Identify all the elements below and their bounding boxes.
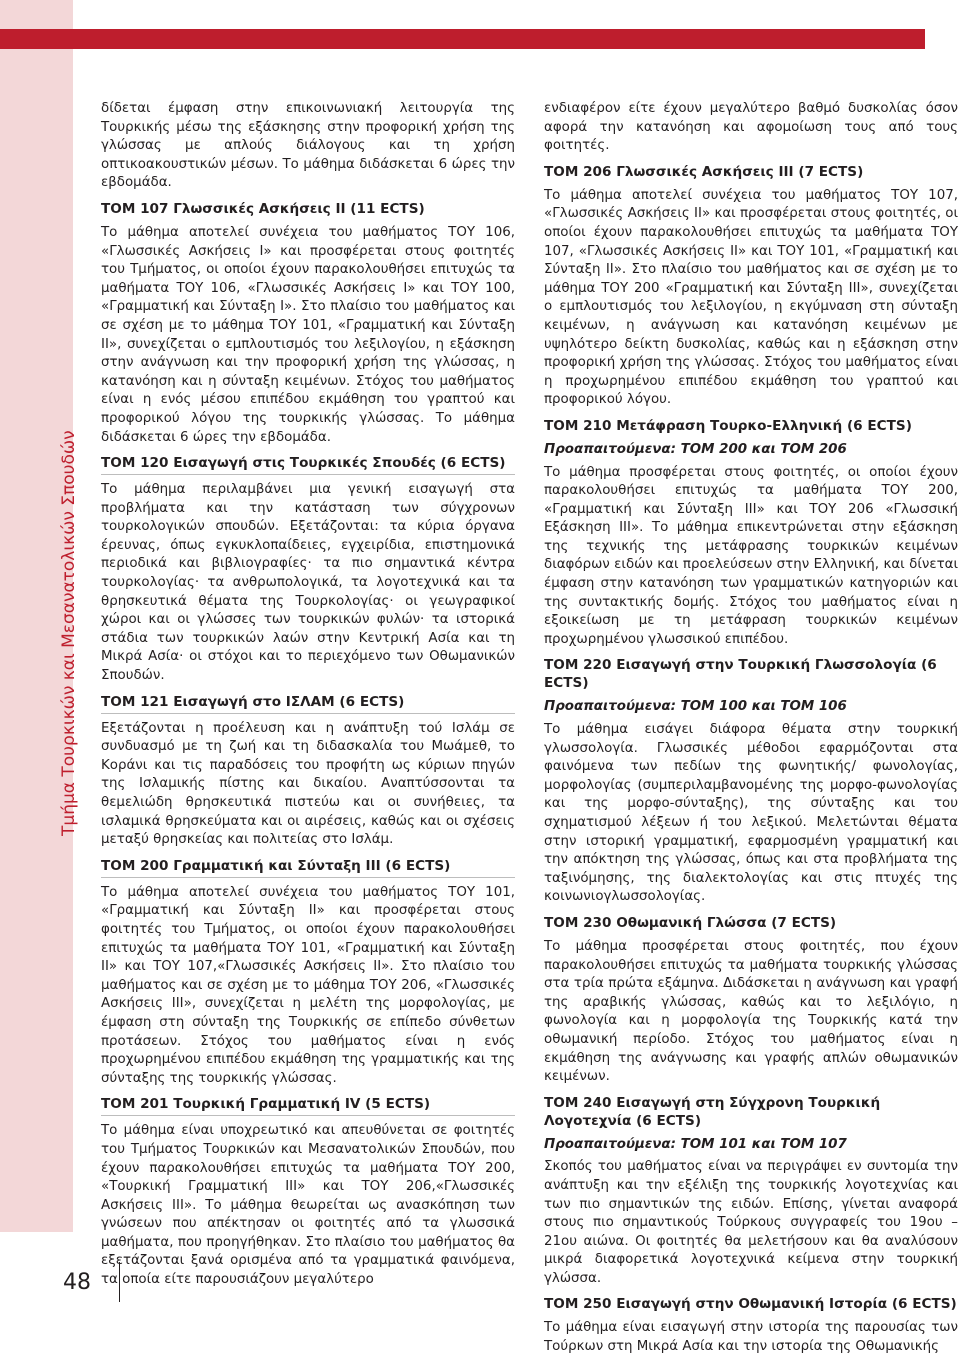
course-title-tom250: ΤΟΜ 250 Εισαγωγή στην Οθωμανική Ιστορία (6 ECTS) bbox=[544, 1296, 957, 1313]
department-side-title: Τμήμα Τουρκικών και Μεσανατολικών Σπουδών bbox=[59, 430, 79, 836]
right-column bbox=[544, 100, 958, 1364]
course-description-tom120: Το μάθημα περιλαμβάνει μια γενική εισαγωγή στα προβλήματα και την κατάσταση των σύγχρονων τουρκολογικών σπουδών. Εξετάζονται: τα κύρια όργανα έρευνας, όπως εγκυκλοπαίδειες, εγχειρίδια, επιστημονικά περιοδικά και βιβλιογραφίες· τα πιο σημαντικά κέντρα τουρκολογίας· τα ανθρωπολογικά, τα λογοτεχνικά και τα θρησκευτικά θέματα της Τουρκολογίας· οι γεωγραφικοί χώροι και οι γλώσσες των τουρκικών φυλών· τα ιστορικά στάδια των τουρκικών λαών στην Κεντρική Ασία και τη Μικρά Ασία· οι στόχοι και το περιεχόμενο των Οθωμανικών Σπουδών. bbox=[101, 482, 515, 684]
course-description-tom107: Το μάθημα αποτελεί συνέχεια του μαθήματος ΤΟΥ 106, «Γλωσσικές Ασκήσεις Ι» και προσφέρεται στους φοιτητές του Τμήματος, οι οποίοι έχουν παρακολουθήσει επιτυχώς τα μαθήματα ΤΟΥ 106, «Γλωσσικές Ασκήσεις Ι» και ΤΟΥ 100, «Γραμματική και Σύνταξη Ι». Στο πλαίσιο του μαθήματος και σε σχέση με το μάθημα ΤΟΥ 101, «Γραμματική και Σύνταξη ΙΙ», συνεχίζεται ο εμπλουτισμός του λεξιλογίου, η εξάσκηση στην ανάγνωση και την προφορική χρήση της γλώσσας, η κατανόηση και η σύνταξη κειμένων. Στόχος του μαθήματος είναι η ενός μέσου επιπέδου εκμάθηση του γραπτού και προφορικού λόγου της τουρκικής γλώσσας. Το μάθημα διδάσκεται 6 ώρες την εβδομάδα. bbox=[101, 224, 515, 445]
course-title-tom206: ΤΟΜ 206 Γλωσσικές Ασκήσεις ΙΙΙ (7 ECTS) bbox=[544, 163, 864, 180]
prerequisites-tom220: Προαπαιτούμενα: ΤΟΜ 100 και ΤΟΜ 106 bbox=[544, 699, 847, 715]
left-column bbox=[101, 100, 515, 1297]
course-description-tom206: Το μάθημα αποτελεί συνέχεια του μαθήματος ΤΟΥ 107, «Γλωσσικές Ασκήσεις ΙΙ» και προσφέρεται στους φοιτητές, οι οποίοι έχουν παρακολουθήσει επιτυχώς τα μαθήματα ΤΟΥ 107, «Γλωσσικές Ασκήσεις ΙΙ» και ΤΟΥ 101, «Γραμματική και Σύνταξη ΙΙ». Στο πλαίσιο του μαθήματος και σε σχέση με το μάθημα ΤΟΥ 200 «Γραμματική και Σύνταξη ΙΙΙ», συνεχίζεται ο εμπλουτισμός του λεξιλογίου, η εκγύμναση στη σύνταξη κειμένων, η ανάγνωση και κατανόηση κειμένων με υψηλότερο δείκτη δυσκολίας, καθώς και η εξάσκηση στην προφορική χρήση της γλώσσας. Στόχος του μαθήματος είναι η προχωρημένου επιπέδου εκμάθηση του γραπτού και προφορικού λόγου. bbox=[544, 187, 958, 408]
course-description-tom240: Σκοπός του μαθήματος είναι να περιγράψει εν συντομία την ανάπτυξη και την εξέλιξη της τουρκικής λογοτεχνίας και των πιο σημαντικών της ειδών. Επίσης, γίνεται αναφορά στους πιο σημαντικούς Τούρκους συγγραφείς του 19ου – 21ου αιώνα. Οι φοιτητές θα μελετήσουν και θα αναλύσουν μικρά διαφορετικά λογοτεχνικά κείμενα στην τουρκική γλώσσα. bbox=[544, 1159, 958, 1286]
course-title-tom230: ΤΟΜ 230 Οθωμανική Γλώσσα (7 ECTS) bbox=[544, 914, 837, 931]
prerequisites-tom210: Προαπαιτούμενα: ΤΟΜ 200 και ΤΟΜ 206 bbox=[544, 441, 847, 457]
course-description-tom250: Το μάθημα είναι εισαγωγή στην ιστορία της παρουσίας των Τούρκων στη Μικρά Ασία και την ιστορία της Οθωμανικής bbox=[544, 1320, 958, 1355]
course-description-tom201: Το μάθημα είναι υποχρεωτικό και απευθύνεται σε φοιτητές του Τμήματος Τουρκικών και Μεσανατολικών Σπουδών, που έχουν παρακολουθήσει επιτυχώς τα μαθήματα ΤΟΥ 200, «Τουρκική Γραμματική ΙΙΙ» και ΤΟΥ 206,«Γλωσσικές Ασκήσεις ΙΙΙ». Το μάθημα θεωρείται ως ανασκόπηση των γνώσεων που απέκτησαν οι φοιτητές από τα γλωσσικά μαθήματα, που προηγήθηκαν. Στο πλαίσιο του μαθήματος θα εξετάζονται ξανά ορισμένα από τα γραμματικά φαινόμενα, τα οποία είτε παρουσιάζουν μεγαλύτερο bbox=[101, 1123, 515, 1288]
paragraph: δίδεται έμφαση στην επικοινωνιακή λειτουργία της Τουρκικής μέσω της εξάσκησης στην προφορική χρήση της γλώσσας με απλούς διάλογους και τη χρήση οπτικοακουστικών μέσων. Το μάθημα διδάσκεται 6 ώρες την εβδομάδα. bbox=[101, 101, 515, 191]
course-title-tom200: ΤΟΜ 200 Γραμματική και Σύνταξη ΙΙΙ (6 ECTS) bbox=[101, 857, 515, 878]
paragraph: ενδιαφέρον είτε έχουν μεγαλύτερο βαθμό δυσκολίας όσον αφορά την κατανόηση και αφομοίωση τους από τους φοιτητές. bbox=[544, 101, 958, 154]
header-accent-bar bbox=[0, 29, 925, 49]
prerequisites-tom240: Προαπαιτούμενα: ΤΟΜ 101 και ΤΟΜ 107 bbox=[544, 1136, 847, 1152]
course-title-tom220: ΤΟΜ 220 Εισαγωγή στην Τουρκική Γλωσσολογία (6 ECTS) bbox=[544, 657, 937, 692]
course-title-tom120: ΤΟΜ 120 Εισαγωγή στις Τουρκικές Σπουδές (6 ECTS) bbox=[101, 454, 515, 475]
course-title-tom107: ΤΟΜ 107 Γλωσσικές Ασκήσεις ΙΙ (11 ECTS) bbox=[101, 200, 425, 217]
course-title-tom240: ΤΟΜ 240 Εισαγωγή στη Σύγχρονη Τουρκική Λογοτεχνία (6 ECTS) bbox=[544, 1094, 881, 1129]
course-description-tom210: Το μάθημα προσφέρεται στους φοιτητές, οι οποίοι έχουν παρακολουθήσει επιτυχώς τα μαθήματα ΤΟΥ 200, «Γραμματική και Σύνταξη ΙΙΙ» και ΤΟΥ 206 «Γλωσσική Εξάσκηση ΙΙΙ». Το μάθημα επικεντρώνεται στην εξάσκηση της τεχνικής της μετάφρασης τουρκικών κειμένων διαφόρων ειδών και προελεύσεων στην Ελληνική, και δίνεται έμφαση στην κατανόηση των γραμματικών κατηγοριών και της συντακτικής δομής. Στόχος του μαθήματος είναι η εξοικείωση με τη μετάφραση τουρκικών κειμένων προχωρημένου γλωσσικού επιπέδου. bbox=[544, 464, 958, 647]
course-title-tom201: ΤΟΜ 201 Τουρκική Γραμματική IV (5 ECTS) bbox=[101, 1095, 515, 1116]
course-title-tom121: ΤΟΜ 121 Εισαγωγή στο ΙΣΛΑΜ (6 ECTS) bbox=[101, 693, 515, 714]
course-description-tom121: Εξετάζονται η προέλευση και η ανάπτυξη τού Ισλάμ σε συνδυασμό με τη ζωή και τη διδασκαλία του Μωάμεθ, το Κοράνι και τις παραδόσεις του προφήτη ως κύριων πηγών της Ισλαμικής πίστης και δικαίου. Αναπτύσσονται τα θεμελιώδη θρησκευτικά πιστεύω και οι συνήθειες, τα ισλαμικά θρησκεύματα και οι αιρέσεις, καθώς και οι σχέσεις μεταξύ θρησκείας και πολιτείας στο Ισλάμ. bbox=[101, 720, 515, 848]
course-description-tom220: Το μάθημα εισάγει διάφορα θέματα στην τουρκική γλωσσολογία. Γλωσσικές μέθοδοι εφαρμόζονται στα φαινόμενα των πεδίων της φωνητικής/ φωνολογίας, μορφολογίας (συμπεριλαμβανομένης της μορφο-φωνολογίας και της μορφο-σύνταξης), της σύνταξης και του σχηματισμού λέξεων ή του λεξικού. Μελετώνται θέματα στην ιστορική γραμματική, εφαρμοσμένη γραμματική και την απόκτηση της γλώσσας, όπως και στα προβλήματα της ταξινόμησης, της διαλεκτολογίας και στις πτυχές της κοινωνιογλωσσολογίας. bbox=[544, 722, 958, 905]
page-number: 48 bbox=[63, 1270, 91, 1295]
course-description-tom230: Το μάθημα προσφέρεται στους φοιτητές, που έχουν παρακολουθήσει επιτυχώς τα μαθήματα τουρκικής γλώσσας στα τρία πρώτα εξάμηνα. Διδάσκεται η ανάγνωση και γραφή της αραβικής γλώσσας, καθώς και το λεξιλόγιο, η φωνολογία και η μορφολογία της Τουρκικής κατά την οθωμανική περίοδο. Στόχος του μαθήματος είναι η εκμάθηση της ανάγνωσης και γραφής απλών οθωμανικών κειμένων. bbox=[544, 938, 958, 1085]
course-title-tom210: ΤΟΜ 210 Μετάφραση Τουρκο-Ελληνική (6 ECTS) bbox=[544, 417, 912, 434]
course-description-tom200: Το μάθημα αποτελεί συνέχεια του μαθήματος ΤΟΥ 101, «Γραμματική και Σύνταξη ΙΙ» και προσφέρεται στους φοιτητές του Τμήματος, οι οποίοι έχουν παρακολουθήσει επιτυχώς τα μαθήματα ΤΟΥ 101, «Γραμματική και Σύνταξη ΙΙ» και ΤΟΥ 107,«Γλωσσικές Ασκήσεις ΙΙ». Στο πλαίσιο του μαθήματος και σε σχέση με το μάθημα ΤΟΥ 206, «Γλωσσικές Ασκήσεις ΙΙΙ», συνεχίζεται η μελέτη της μορφολογίας, με έμφαση στη σύνταξη της Τουρκικής σε επίπεδο σύνθετων προτάσεων. Στόχος του μαθήματος είναι η ενός προχωρημένου επιπέδου εκμάθηση της γραμματικής και της σύνταξης της τουρκικής γλώσσας. bbox=[101, 884, 515, 1086]
